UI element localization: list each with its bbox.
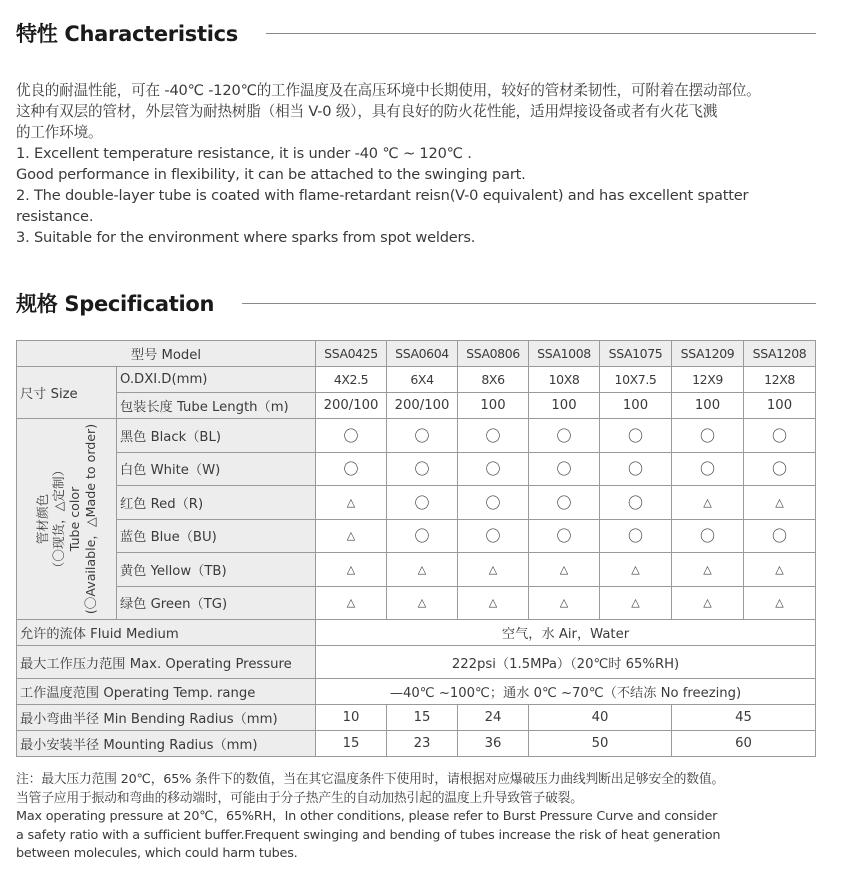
availability-mark: △: [387, 553, 458, 587]
note-line: Max operating pressure at 20℃，65%RH，In other conditions, please refer to Burst Pressure Curve and consider: [16, 809, 718, 824]
characteristics-title: 特性 Characteristics: [16, 22, 238, 46]
pressure-value: 222psi（1.5MPa）（20℃时 65%RH): [316, 646, 816, 679]
pressure-label: 最大工作压力范围 Max. Operating Pressure: [17, 646, 316, 679]
model-cell: SSA0806: [458, 341, 529, 367]
bending-cell: 10: [316, 705, 387, 731]
specification-table: [16, 340, 816, 757]
availability-mark: △: [672, 553, 744, 587]
mounting-cell: 50: [529, 731, 672, 757]
note-line: 当管子应用于振动和弯曲的移动端时，可能由于分子热产生的自动加热引起的温度上升导致管子破裂。: [16, 790, 583, 806]
availability-mark: 〇: [600, 486, 672, 520]
mounting-cell: 23: [387, 731, 458, 757]
availability-mark: 〇: [600, 519, 672, 553]
availability-mark: △: [672, 486, 744, 520]
note-line: between molecules, which could harm tubes.: [16, 846, 298, 861]
tube-color-cn-1: 管材颜色: [34, 493, 50, 545]
od-cell: 8X6: [458, 367, 529, 393]
tube-color-en-2: (〇Available，△Made to order): [82, 423, 98, 615]
note-line: 注：最大压力范围 20℃，65% 条件下的数值，当在其它温度条件下使用时，请根据对应爆破压力曲线判断出足够安全的数值。: [16, 772, 725, 787]
availability-mark: 〇: [529, 419, 600, 453]
availability-mark: △: [458, 553, 529, 587]
model-cell: SSA1008: [529, 341, 600, 367]
fluid-label: 允许的流体 Fluid Medium: [17, 620, 316, 646]
od-cell: 10X7.5: [600, 367, 672, 393]
od-cell: 10X8: [529, 367, 600, 393]
availability-mark: 〇: [672, 452, 744, 486]
heading-divider: [242, 303, 816, 304]
intro-line: resistance.: [16, 208, 94, 225]
availability-mark: △: [316, 586, 387, 620]
availability-mark: 〇: [744, 519, 816, 553]
note-line: a safety ratio with a sufficient buffer.Frequent swinging and bending of tubes increase the risk of heat generation: [16, 827, 721, 843]
color-label: 白色 White（W): [117, 452, 316, 486]
color-label: 黄色 Yellow（TB): [117, 553, 316, 587]
temp-row: [17, 679, 816, 705]
intro-line: 3. Suitable for the environment where sparks from spot welders.: [16, 229, 476, 246]
availability-mark: 〇: [529, 452, 600, 486]
od-label: O.DXI.D(mm): [117, 367, 316, 393]
bending-cell: 40: [529, 705, 672, 731]
mounting-cell: 36: [458, 731, 529, 757]
availability-mark: △: [744, 553, 816, 587]
bending-cell: 15: [387, 705, 458, 731]
model-cell: SSA0425: [316, 341, 387, 367]
availability-mark: 〇: [529, 519, 600, 553]
length-cell: 100: [672, 393, 744, 419]
length-cell: 200/100: [387, 393, 458, 419]
temp-label: 工作温度范围 Operating Temp. range: [17, 679, 316, 705]
availability-mark: △: [600, 553, 672, 587]
availability-mark: 〇: [458, 519, 529, 553]
od-cell: 6X4: [387, 367, 458, 393]
availability-mark: 〇: [458, 452, 529, 486]
color-row: [17, 553, 816, 587]
availability-mark: 〇: [387, 486, 458, 520]
tube-color-group: [17, 419, 117, 620]
availability-mark: 〇: [316, 452, 387, 486]
color-label: 红色 Red（R): [117, 486, 316, 520]
model-row: [17, 341, 816, 367]
bending-row: [17, 705, 816, 731]
model-cell: SSA0604: [387, 341, 458, 367]
specification-heading: [16, 288, 816, 318]
color-row: [17, 519, 816, 553]
availability-mark: 〇: [458, 419, 529, 453]
temp-value: —40℃ ~100℃；通水 0℃ ~70℃（不结冻 No freezing): [316, 679, 816, 705]
intro-line: Good performance in flexibility, it can be attached to the swinging part.: [16, 166, 526, 183]
model-cell: SSA1075: [600, 341, 672, 367]
od-cell: 4X2.5: [316, 367, 387, 393]
availability-mark: △: [672, 586, 744, 620]
bending-label: 最小弯曲半径 Min Bending Radius（mm): [17, 705, 316, 731]
fluid-value: 空气，水 Air，Water: [316, 620, 816, 646]
availability-mark: △: [600, 586, 672, 620]
od-row: [17, 367, 816, 393]
availability-mark: △: [316, 519, 387, 553]
length-label: 包装长度 Tube Length（m): [117, 393, 316, 419]
heading-divider: [266, 33, 816, 34]
characteristics-text: [16, 80, 821, 248]
availability-mark: 〇: [600, 419, 672, 453]
availability-mark: 〇: [600, 452, 672, 486]
tube-color-cn-2: （〇现货，△定制）: [50, 463, 66, 575]
length-cell: 200/100: [316, 393, 387, 419]
size-label: 尺寸 Size: [17, 367, 117, 419]
od-cell: 12X8: [744, 367, 816, 393]
fluid-row: [17, 620, 816, 646]
length-cell: 100: [600, 393, 672, 419]
availability-mark: △: [744, 586, 816, 620]
bending-cell: 24: [458, 705, 529, 731]
pressure-row: [17, 646, 816, 679]
availability-mark: 〇: [529, 486, 600, 520]
color-row: [17, 452, 816, 486]
color-label: 蓝色 Blue（BU): [117, 519, 316, 553]
availability-mark: 〇: [672, 519, 744, 553]
mounting-cell: 15: [316, 731, 387, 757]
color-label: 黑色 Black（BL): [117, 419, 316, 453]
od-cell: 12X9: [672, 367, 744, 393]
availability-mark: 〇: [744, 452, 816, 486]
characteristics-heading: [16, 18, 816, 48]
intro-line: 优良的耐温性能，可在 -40℃ -120℃的工作温度及在高压环境中长期使用，较好的管材柔韧性，可附着在摆动部位。: [16, 82, 761, 99]
availability-mark: 〇: [458, 486, 529, 520]
availability-mark: △: [316, 486, 387, 520]
availability-mark: 〇: [387, 519, 458, 553]
availability-mark: 〇: [387, 452, 458, 486]
availability-mark: 〇: [316, 419, 387, 453]
tube-color-en-1: Tube color: [66, 486, 82, 552]
availability-mark: 〇: [744, 419, 816, 453]
intro-line: 1. Excellent temperature resistance, it is under -40 ℃ ~ 120℃ .: [16, 145, 472, 162]
availability-mark: △: [744, 486, 816, 520]
availability-mark: △: [387, 586, 458, 620]
length-row: [17, 393, 816, 419]
availability-mark: △: [316, 553, 387, 587]
intro-line: 的工作环境。: [16, 124, 103, 141]
length-cell: 100: [529, 393, 600, 419]
mounting-label: 最小安装半径 Mounting Radius（mm): [17, 731, 316, 757]
availability-mark: △: [458, 586, 529, 620]
availability-mark: 〇: [672, 419, 744, 453]
model-cell: SSA1208: [744, 341, 816, 367]
bending-cell: 45: [672, 705, 816, 731]
mounting-cell: 60: [672, 731, 816, 757]
intro-line: 这种有双层的管材，外层管为耐热树脂（相当 V-0 级），具有良好的防火花性能，适用焊接设备或者有火花飞溅: [16, 103, 718, 120]
color-row: [17, 419, 816, 453]
model-label: 型号 Model: [17, 341, 316, 367]
color-label: 绿色 Green（TG): [117, 586, 316, 620]
availability-mark: 〇: [387, 419, 458, 453]
length-cell: 100: [458, 393, 529, 419]
model-cell: SSA1209: [672, 341, 744, 367]
color-row: [17, 486, 816, 520]
mounting-row: [17, 731, 816, 757]
specification-title: 规格 Specification: [16, 292, 215, 316]
length-cell: 100: [744, 393, 816, 419]
notes: [16, 771, 806, 864]
availability-mark: △: [529, 586, 600, 620]
availability-mark: △: [529, 553, 600, 587]
color-row: [17, 586, 816, 620]
intro-line: 2. The double-layer tube is coated with flame-retardant reisn(V-0 equivalent) and has excellent spatter: [16, 187, 749, 204]
